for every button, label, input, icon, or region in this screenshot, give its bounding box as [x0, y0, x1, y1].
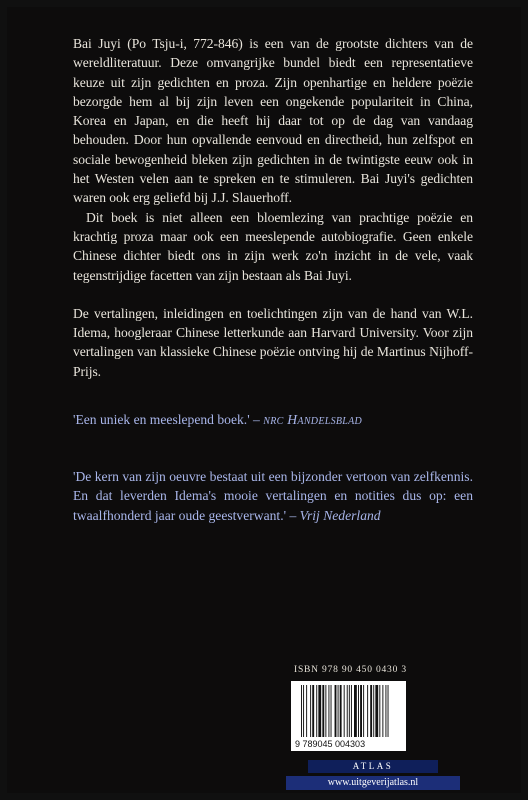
- blurb: [73, 34, 473, 381]
- review-quote-text: 'Een uniek en meeslepend boek.' –: [73, 412, 264, 427]
- publisher-name: ATLAS: [308, 760, 438, 773]
- review-quote-source: nrc Handelsblad: [263, 412, 363, 427]
- barcode-digits: 9 789045 004303: [295, 739, 366, 749]
- review-quote-2: [73, 467, 473, 525]
- review-quote-source: Vrij Nederland: [299, 507, 381, 523]
- review-quote-1: [73, 410, 473, 429]
- blurb-paragraph-3: De vertalingen, inleidingen en toelichtingen zijn van de hand van W.L. Idema, hoogleraar Chinese letterkunde aan Harvard University. Voor zijn vertalingen van klassieke Chinese poëzie ontving hij de Martinus Nijhoff-Prijs.: [73, 305, 473, 379]
- publisher-logo: [286, 760, 460, 790]
- isbn-label: ISBN 978 90 450 0430 3: [294, 665, 407, 675]
- blurb-paragraph-2: Dit boek is niet alleen een bloemlezing van prachtige poëzie en krachtig proza maar ook een meeslepende autobiografie. Geen enkele Chinese dichter biedt ons in zijn werk zo'n inzicht in de vele, vaak tegenstrijdige facetten van zijn bestaan als Bai Juyi.: [73, 209, 473, 283]
- barcode-bars-icon: [291, 681, 406, 751]
- publisher-url: www.uitgeverijatlas.nl: [286, 776, 460, 790]
- review-quote-text: 'De kern van zijn oeuvre bestaat uit een bijzonder vertoon van zelfkennis. En dat leverden Idema's mooie vertalingen en notities dus op: een twaalfhonderd jaar oude geestverwant.' –: [73, 469, 473, 523]
- barcode: [291, 681, 406, 751]
- blurb-paragraph-1: Bai Juyi (Po Tsju-i, 772-846) is een van de grootste dichters van de wereldliteratuur. Deze omvangrijke bundel biedt een representatieve keuze uit zijn gedichten en proza. Zijn openhartige en heldere poëzie bezorgde hem al bij zijn leven een ongekende populariteit in China, Korea en Japan, en die heeft hij daar tot op de dag van vandaag behouden. Door hun opvallende eenvoud en directheid, hun zelfspot en sociale bewogenheid bleken zijn gedichten in de twintigste eeuw ook in het Westen velen aan te spreken en te stimuleren. Bai Juyi's gedichten waren ook erg geliefd bij J.J. Slauerhoff.: [73, 36, 473, 206]
